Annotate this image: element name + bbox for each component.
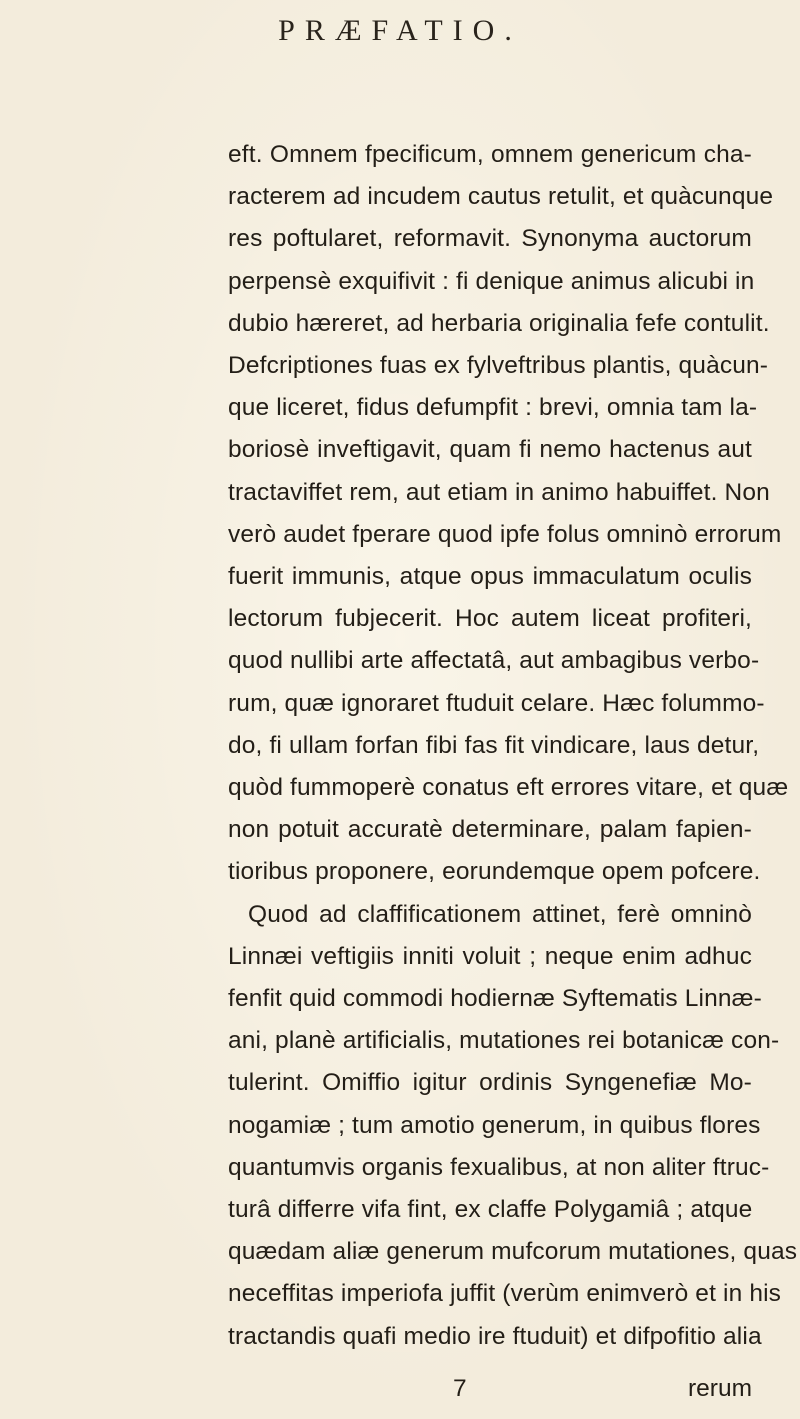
text-line: quædam aliæ generum mufcorum mutationes, quas bbox=[228, 1238, 798, 1266]
page-footer bbox=[228, 1370, 752, 1408]
text-line: quantumvis organis fexualibus, at non aliter ftruc- bbox=[228, 1153, 770, 1181]
text-line: tractandis quafi medio ire ftuduit) et difpofitio alia bbox=[228, 1322, 762, 1350]
text-line: racterem ad incudem cautus retulit, et quàcunque bbox=[228, 183, 774, 211]
text-line: neceffitas imperiofa juffit (verùm enimverò et in his bbox=[228, 1280, 782, 1308]
text-line: que liceret, fidus defumpfit : brevi, omnia tam la- bbox=[228, 394, 758, 422]
text-line: res poftularet, reformavit. Synonyma auctorum bbox=[228, 225, 752, 253]
text-line: fuerit immunis, atque opus immaculatum oculis bbox=[228, 563, 752, 590]
text-line: turâ differre vifa fint, ex claffe Polygamiâ ; atque bbox=[228, 1196, 753, 1223]
text-line: Linnæi veftigiis inniti voluit ; neque enim adhuc bbox=[228, 942, 752, 970]
text-line: do, fi ullam forfan fibi fas fit vindicare, laus detur, bbox=[228, 731, 760, 759]
catchword: rerum bbox=[688, 1375, 752, 1402]
text-line: tioribus proponere, eorundemque opem pofcere. bbox=[228, 858, 761, 886]
text-line: rum, quæ ignoraret ftuduit celare. Hæc folummo- bbox=[228, 689, 765, 717]
text-line: tulerint. Omiffio igitur ordinis Syngenefiæ Mo- bbox=[228, 1069, 752, 1097]
text-line: non potuit accuratè determinare, palam fapien- bbox=[228, 816, 752, 844]
text-line: dubio hæreret, ad herbaria originalia fefe contulit. bbox=[228, 309, 770, 337]
text-line: fenfit quid commodi hodiernæ Syftematis Linnæ- bbox=[228, 985, 762, 1012]
signature-mark: 7 bbox=[453, 1375, 467, 1402]
text-line: verò audet fperare quod ipfe folus omninò errorum bbox=[228, 520, 782, 548]
text-line: lectorum fubjecerit. Hoc autem liceat profiteri, bbox=[228, 605, 752, 633]
running-head: PRÆFATIO. bbox=[278, 14, 522, 47]
text-line-indented: Quod ad claffificationem attinet, ferè omninò bbox=[248, 900, 752, 928]
text-line: tractaviffet rem, aut etiam in animo habuiffet. Non bbox=[228, 478, 770, 506]
text-line: eft. Omnem fpecificum, omnem genericum cha- bbox=[228, 141, 752, 168]
text-line: Defcriptiones fuas ex fylveftribus plantis, quàcun- bbox=[228, 352, 769, 379]
text-line: nogamiæ ; tum amotio generum, in quibus flores bbox=[228, 1111, 761, 1139]
text-line: ani, planè artificialis, mutationes rei botanicæ con- bbox=[228, 1027, 780, 1055]
text-line: boriosè inveftigavit, quam fi nemo hactenus aut bbox=[228, 436, 752, 464]
text-line: perpensè exquifivit : fi denique animus alicubi in bbox=[228, 267, 755, 295]
text-line: quod nullibi arte affectatâ, aut ambagibus verbo- bbox=[228, 647, 760, 675]
text-line: quòd fummoperè conatus eft errores vitare, et quæ bbox=[228, 774, 789, 801]
